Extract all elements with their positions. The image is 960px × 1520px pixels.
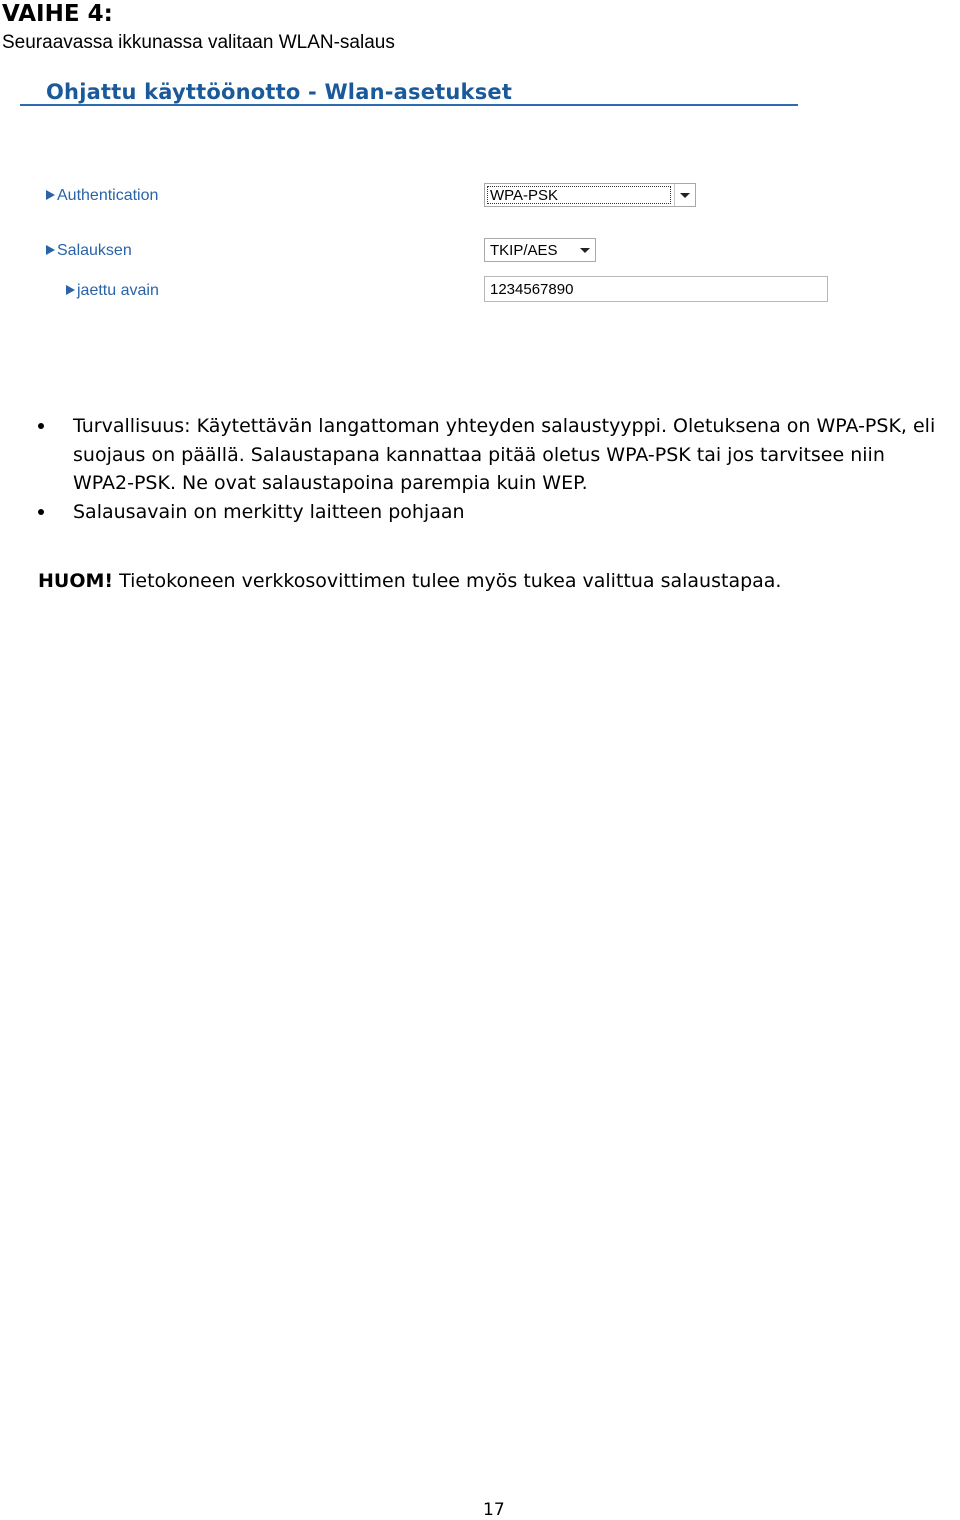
page-number: 17: [483, 1500, 505, 1520]
list-item: Turvallisuus: Käytettävän langattoman yhteyden salaustyyppi. Oletuksena on WPA-PSK, eli suojaus on päällä. Salaustapana kannattaa pitää oletus WPA-PSK tai jos tarvitsee niin WPA2-PSK. Ne ovat salaustapoina parempia kuin WEP.: [38, 412, 943, 498]
chevron-down-icon[interactable]: [575, 239, 595, 261]
encryption-label: Salauksen: [46, 242, 132, 260]
bullet-icon: [38, 423, 44, 429]
shared-key-input[interactable]: [484, 276, 828, 302]
arrow-right-icon: [66, 285, 75, 295]
note-label: HUOM!: [38, 570, 114, 592]
note: [38, 570, 781, 592]
shared-key-label: jaettu avain: [66, 282, 159, 300]
bullet-list: [38, 412, 943, 526]
encryption-value: TKIP/AES: [490, 242, 558, 259]
chevron-down-icon[interactable]: [674, 184, 695, 206]
title-divider: [20, 104, 798, 106]
step-subtitle: Seuraavassa ikkunassa valitaan WLAN-salaus: [2, 32, 395, 53]
encryption-select[interactable]: [484, 238, 596, 262]
shared-key-value: 1234567890: [490, 281, 574, 298]
bullet-icon: [38, 509, 44, 515]
note-text: Tietokoneen verkkosovittimen tulee myös tukea valittua salaustapaa.: [113, 570, 782, 592]
step-title: VAIHE 4:: [2, 1, 113, 27]
arrow-right-icon: [46, 190, 55, 200]
wlan-settings-screenshot: [20, 70, 840, 320]
authentication-value: WPA-PSK: [490, 187, 559, 204]
arrow-right-icon: [46, 245, 55, 255]
authentication-select[interactable]: [484, 183, 696, 207]
wizard-title: Ohjattu käyttöönotto - Wlan-asetukset: [46, 80, 513, 104]
list-item: Salausavain on merkitty laitteen pohjaan: [38, 498, 943, 527]
authentication-label: Authentication: [46, 187, 158, 205]
